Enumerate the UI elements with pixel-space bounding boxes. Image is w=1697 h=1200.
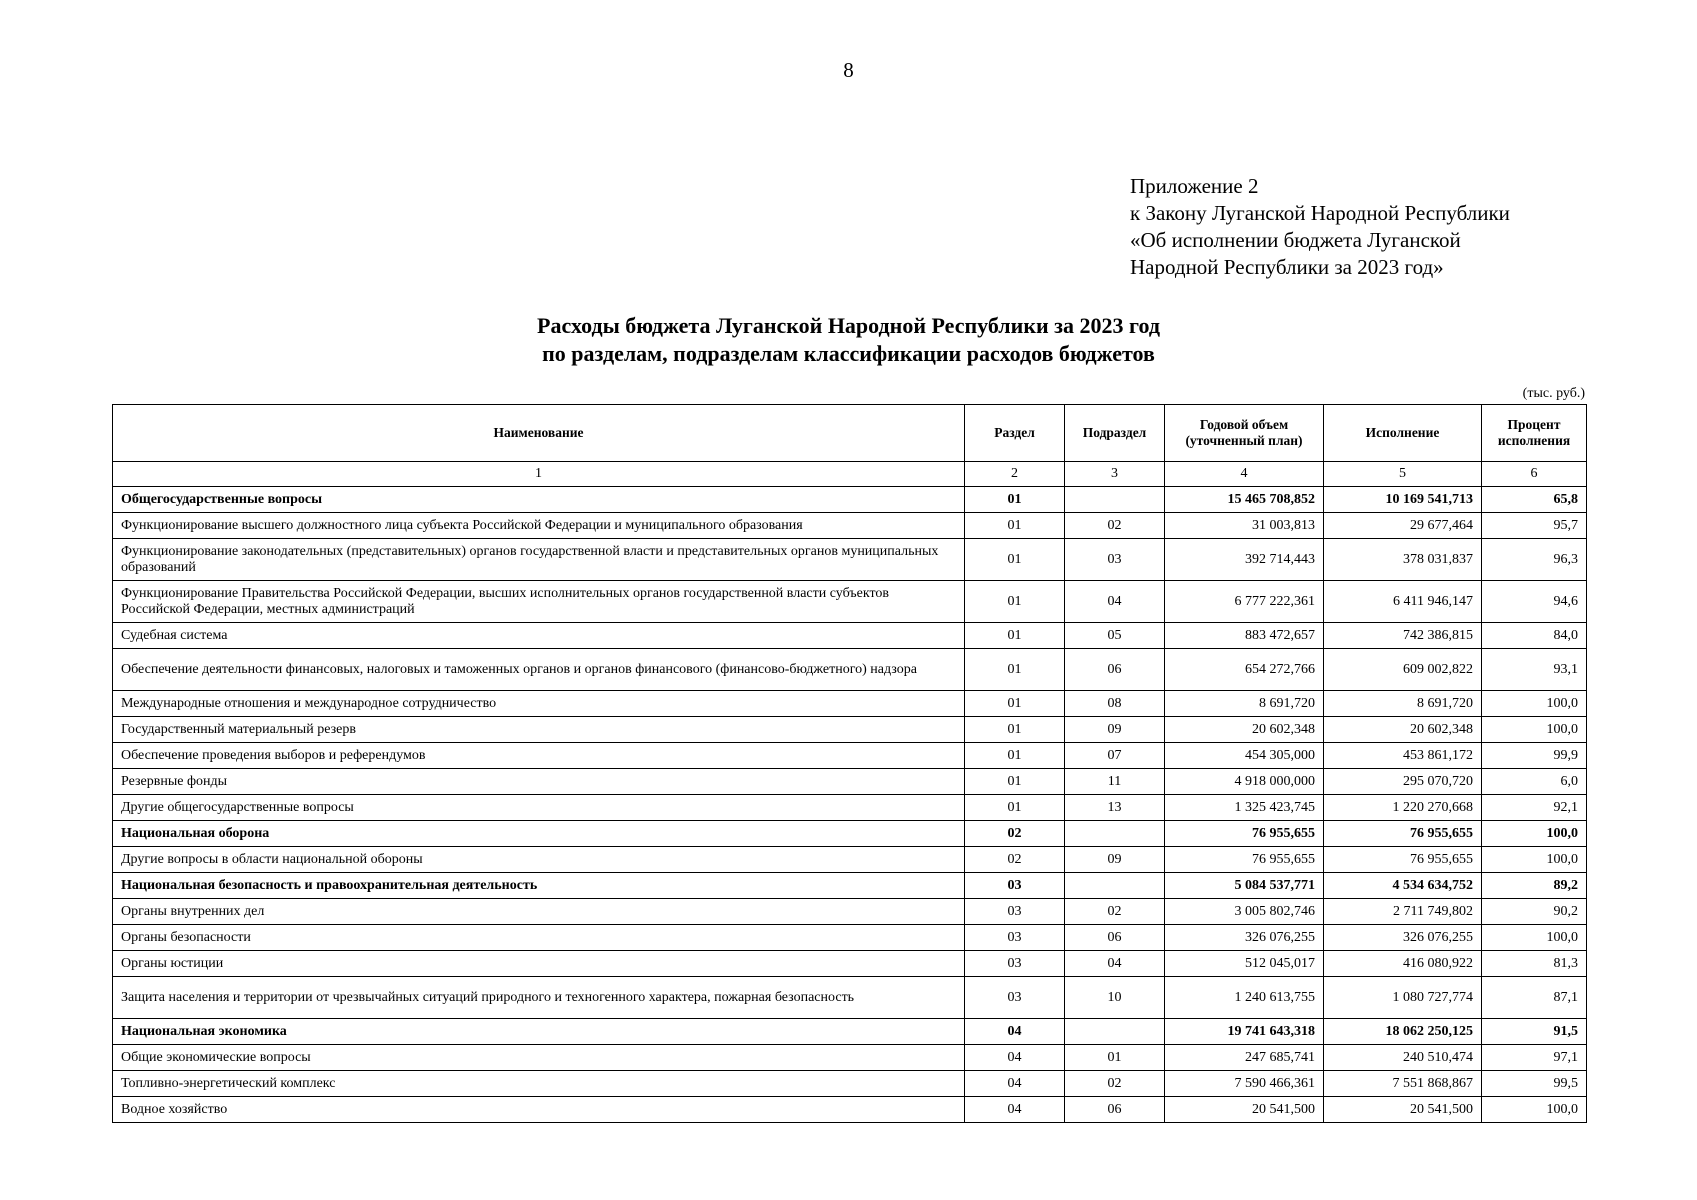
row-plan: 247 685,741 [1165, 1045, 1324, 1071]
row-name: Общегосударственные вопросы [113, 487, 965, 513]
row-percent: 100,0 [1482, 925, 1587, 951]
row-execution: 378 031,837 [1324, 539, 1482, 581]
row-section: 01 [965, 623, 1065, 649]
row-plan: 31 003,813 [1165, 513, 1324, 539]
table-row [113, 539, 1587, 581]
table-section-row [113, 821, 1587, 847]
table-row [113, 899, 1587, 925]
row-name: Резервные фонды [113, 769, 965, 795]
row-name: Топливно-энергетический комплекс [113, 1071, 965, 1097]
row-name: Общие экономические вопросы [113, 1045, 965, 1071]
row-plan: 6 777 222,361 [1165, 581, 1324, 623]
table-row [113, 623, 1587, 649]
row-section: 01 [965, 717, 1065, 743]
row-percent: 100,0 [1482, 1097, 1587, 1123]
row-section: 01 [965, 513, 1065, 539]
row-subsection: 11 [1065, 769, 1165, 795]
table-row [113, 795, 1587, 821]
row-name: Другие вопросы в области национальной обороны [113, 847, 965, 873]
row-execution: 8 691,720 [1324, 691, 1482, 717]
row-plan: 1 325 423,745 [1165, 795, 1324, 821]
row-execution: 29 677,464 [1324, 513, 1482, 539]
appendix-note [1130, 173, 1510, 281]
row-name: Функционирование высшего должностного лица субъекта Российской Федерации и муниципального образования [113, 513, 965, 539]
row-plan: 3 005 802,746 [1165, 899, 1324, 925]
row-percent: 99,5 [1482, 1071, 1587, 1097]
table-header-row [113, 405, 1587, 462]
header-subsection: Подраздел [1065, 405, 1165, 462]
row-plan: 4 918 000,000 [1165, 769, 1324, 795]
row-execution: 609 002,822 [1324, 649, 1482, 691]
header-plan [1165, 405, 1324, 462]
row-subsection: 09 [1065, 847, 1165, 873]
row-subsection: 01 [1065, 1045, 1165, 1071]
table-section-row [113, 873, 1587, 899]
row-percent: 89,2 [1482, 873, 1587, 899]
row-subsection: 06 [1065, 1097, 1165, 1123]
row-percent: 99,9 [1482, 743, 1587, 769]
table-section-row [113, 487, 1587, 513]
row-section: 01 [965, 649, 1065, 691]
row-section: 03 [965, 951, 1065, 977]
row-name: Обеспечение деятельности финансовых, налоговых и таможенных органов и органов финансового (финансово-бюджетного) надзора [113, 649, 965, 691]
row-section: 01 [965, 743, 1065, 769]
row-percent: 100,0 [1482, 821, 1587, 847]
row-subsection: 07 [1065, 743, 1165, 769]
row-percent: 91,5 [1482, 1019, 1587, 1045]
title-line-1: Расходы бюджета Луганской Народной Республики за 2023 год [537, 313, 1160, 338]
table-row [113, 925, 1587, 951]
table-row [113, 649, 1587, 691]
row-name: Национальная экономика [113, 1019, 965, 1045]
row-plan: 7 590 466,361 [1165, 1071, 1324, 1097]
row-percent: 94,6 [1482, 581, 1587, 623]
row-percent: 97,1 [1482, 1045, 1587, 1071]
header-section: Раздел [965, 405, 1065, 462]
row-name: Функционирование законодательных (представительных) органов государственной власти и представительных органов муниципальных образований [113, 539, 965, 581]
row-percent: 100,0 [1482, 691, 1587, 717]
row-plan: 15 465 708,852 [1165, 487, 1324, 513]
budget-table-body [113, 487, 1587, 1123]
row-subsection: 03 [1065, 539, 1165, 581]
row-execution: 240 510,474 [1324, 1045, 1482, 1071]
table-row [113, 847, 1587, 873]
row-subsection [1065, 1019, 1165, 1045]
header-percent-line1: Процент [1507, 417, 1561, 432]
column-number: 1 [113, 462, 965, 487]
table-row [113, 581, 1587, 623]
row-plan: 8 691,720 [1165, 691, 1324, 717]
header-execution: Исполнение [1324, 405, 1482, 462]
row-name: Органы юстиции [113, 951, 965, 977]
row-section: 04 [965, 1045, 1065, 1071]
row-percent: 90,2 [1482, 899, 1587, 925]
row-section: 04 [965, 1019, 1065, 1045]
row-execution: 20 541,500 [1324, 1097, 1482, 1123]
row-name: Водное хозяйство [113, 1097, 965, 1123]
row-section: 01 [965, 795, 1065, 821]
header-name: Наименование [113, 405, 965, 462]
row-percent: 100,0 [1482, 717, 1587, 743]
row-plan: 20 541,500 [1165, 1097, 1324, 1123]
row-percent: 81,3 [1482, 951, 1587, 977]
row-percent: 92,1 [1482, 795, 1587, 821]
header-plan-line1: Годовой объем [1199, 417, 1289, 432]
row-execution: 18 062 250,125 [1324, 1019, 1482, 1045]
table-row [113, 951, 1587, 977]
row-execution: 453 861,172 [1324, 743, 1482, 769]
row-section: 03 [965, 977, 1065, 1019]
row-percent: 100,0 [1482, 847, 1587, 873]
row-subsection [1065, 873, 1165, 899]
row-name: Другие общегосударственные вопросы [113, 795, 965, 821]
row-plan: 1 240 613,755 [1165, 977, 1324, 1019]
table-row [113, 1045, 1587, 1071]
appendix-line: Народной Республики за 2023 год» [1130, 255, 1444, 279]
row-execution: 2 711 749,802 [1324, 899, 1482, 925]
row-percent: 6,0 [1482, 769, 1587, 795]
column-number-row [113, 462, 1587, 487]
row-subsection: 02 [1065, 513, 1165, 539]
row-subsection: 10 [1065, 977, 1165, 1019]
row-subsection: 02 [1065, 899, 1165, 925]
row-execution: 10 169 541,713 [1324, 487, 1482, 513]
row-section: 04 [965, 1071, 1065, 1097]
column-number: 3 [1065, 462, 1165, 487]
row-execution: 7 551 868,867 [1324, 1071, 1482, 1097]
row-execution: 76 955,655 [1324, 847, 1482, 873]
row-name: Органы внутренних дел [113, 899, 965, 925]
header-plan-line2: (уточненный план) [1185, 433, 1303, 448]
row-name: Международные отношения и международное сотрудничество [113, 691, 965, 717]
row-name: Защита населения и территории от чрезвычайных ситуаций природного и техногенного характера, пожарная безопасность [113, 977, 965, 1019]
row-section: 03 [965, 925, 1065, 951]
units-label: (тыс. руб.) [1522, 386, 1585, 401]
header-percent-line2: исполнения [1497, 433, 1571, 448]
row-execution: 326 076,255 [1324, 925, 1482, 951]
row-subsection: 04 [1065, 581, 1165, 623]
table-row [113, 743, 1587, 769]
row-plan: 76 955,655 [1165, 821, 1324, 847]
row-execution: 6 411 946,147 [1324, 581, 1482, 623]
row-execution: 20 602,348 [1324, 717, 1482, 743]
row-name: Функционирование Правительства Российской Федерации, высших исполнительных органов государственной власти субъектов Российской Федерации, местных администраций [113, 581, 965, 623]
row-subsection: 09 [1065, 717, 1165, 743]
table-row [113, 769, 1587, 795]
row-section: 04 [965, 1097, 1065, 1123]
row-execution: 1 080 727,774 [1324, 977, 1482, 1019]
row-percent: 96,3 [1482, 539, 1587, 581]
row-name: Судебная система [113, 623, 965, 649]
row-section: 02 [965, 821, 1065, 847]
budget-table [112, 404, 1587, 1123]
row-execution: 76 955,655 [1324, 821, 1482, 847]
page-number: 8 [843, 58, 854, 82]
row-plan: 20 602,348 [1165, 717, 1324, 743]
row-name: Государственный материальный резерв [113, 717, 965, 743]
row-section: 03 [965, 873, 1065, 899]
table-row [113, 1071, 1587, 1097]
row-subsection: 02 [1065, 1071, 1165, 1097]
appendix-line: к Закону Луганской Народной Республики [1130, 201, 1510, 225]
row-subsection: 13 [1065, 795, 1165, 821]
row-section: 01 [965, 539, 1065, 581]
table-row [113, 1097, 1587, 1123]
row-subsection: 05 [1065, 623, 1165, 649]
table-row [113, 691, 1587, 717]
row-plan: 454 305,000 [1165, 743, 1324, 769]
column-number: 2 [965, 462, 1065, 487]
row-subsection: 04 [1065, 951, 1165, 977]
row-subsection: 06 [1065, 925, 1165, 951]
row-execution: 4 534 634,752 [1324, 873, 1482, 899]
row-plan: 19 741 643,318 [1165, 1019, 1324, 1045]
row-execution: 416 080,922 [1324, 951, 1482, 977]
table-row [113, 513, 1587, 539]
title-line-2: по разделам, подразделам классификации расходов бюджетов [542, 341, 1155, 366]
column-number: 5 [1324, 462, 1482, 487]
row-execution: 742 386,815 [1324, 623, 1482, 649]
table-row [113, 717, 1587, 743]
row-section: 01 [965, 769, 1065, 795]
row-percent: 93,1 [1482, 649, 1587, 691]
appendix-line: Приложение 2 [1130, 174, 1259, 198]
row-section: 01 [965, 487, 1065, 513]
row-subsection: 08 [1065, 691, 1165, 717]
column-number: 6 [1482, 462, 1587, 487]
row-plan: 5 084 537,771 [1165, 873, 1324, 899]
row-section: 01 [965, 691, 1065, 717]
row-plan: 883 472,657 [1165, 623, 1324, 649]
row-percent: 65,8 [1482, 487, 1587, 513]
row-section: 03 [965, 899, 1065, 925]
row-name: Национальная оборона [113, 821, 965, 847]
document-title [0, 312, 1697, 368]
row-execution: 295 070,720 [1324, 769, 1482, 795]
appendix-line: «Об исполнении бюджета Луганской [1130, 228, 1461, 252]
table-section-row [113, 1019, 1587, 1045]
row-name: Обеспечение проведения выборов и референдумов [113, 743, 965, 769]
row-percent: 87,1 [1482, 977, 1587, 1019]
row-plan: 512 045,017 [1165, 951, 1324, 977]
row-section: 01 [965, 581, 1065, 623]
row-subsection [1065, 487, 1165, 513]
table-row [113, 977, 1587, 1019]
row-name: Национальная безопасность и правоохранительная деятельность [113, 873, 965, 899]
row-plan: 326 076,255 [1165, 925, 1324, 951]
row-plan: 654 272,766 [1165, 649, 1324, 691]
row-percent: 95,7 [1482, 513, 1587, 539]
row-plan: 392 714,443 [1165, 539, 1324, 581]
row-section: 02 [965, 847, 1065, 873]
column-number: 4 [1165, 462, 1324, 487]
row-execution: 1 220 270,668 [1324, 795, 1482, 821]
header-percent [1482, 405, 1587, 462]
row-subsection [1065, 821, 1165, 847]
row-subsection: 06 [1065, 649, 1165, 691]
row-percent: 84,0 [1482, 623, 1587, 649]
row-plan: 76 955,655 [1165, 847, 1324, 873]
row-name: Органы безопасности [113, 925, 965, 951]
